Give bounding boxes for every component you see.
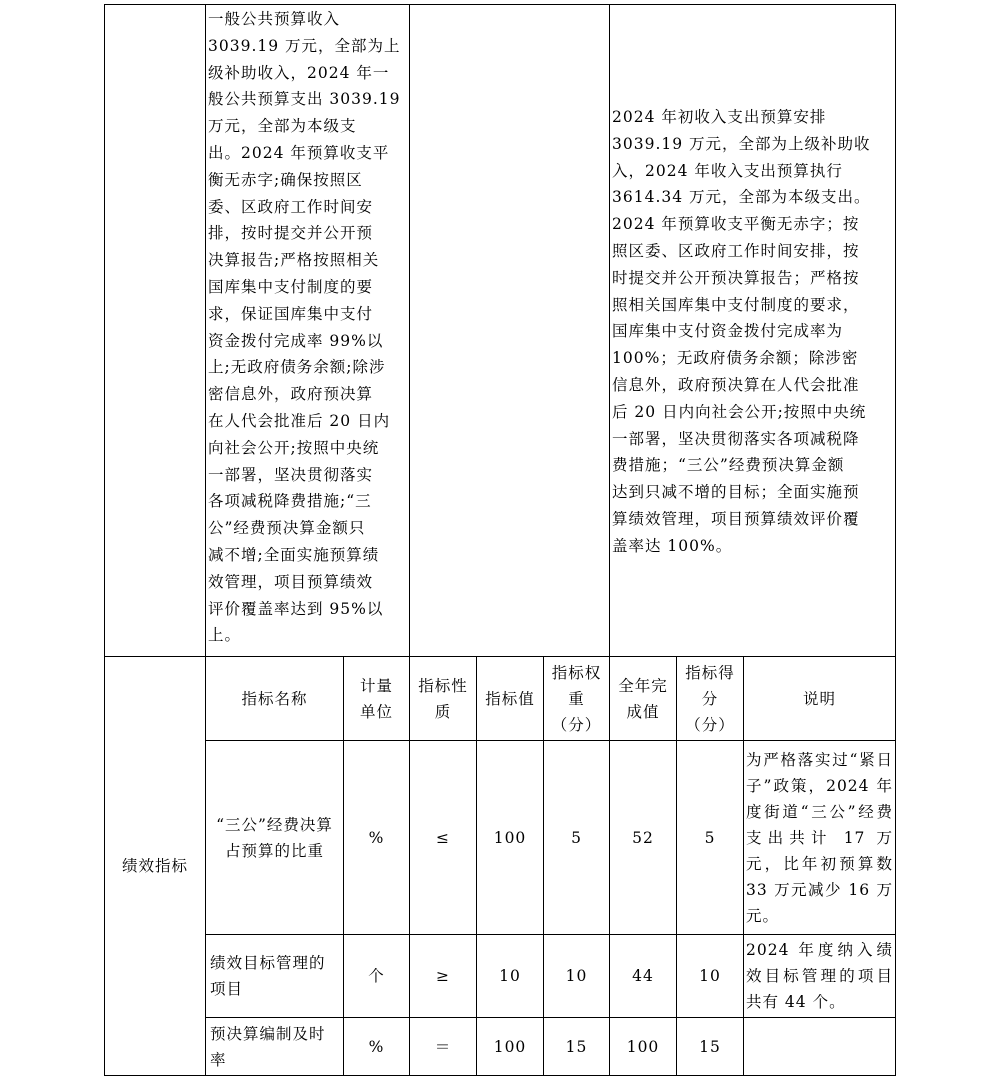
row2-target-value: 10 [476, 934, 544, 1018]
header-weight: 指标权重（分） [543, 656, 610, 741]
row1-nature: ≤ [409, 740, 477, 935]
row2-weight: 10 [543, 934, 610, 1018]
header-indicator-name: 指标名称 [205, 656, 344, 741]
row3-unit: % [343, 1017, 410, 1076]
row3-weight: 15 [543, 1017, 610, 1076]
header-actual-value: 全年完成值 [609, 656, 677, 741]
section-label-performance-indicators: 绩效指标 [104, 656, 206, 1076]
annual-target-text: 一般公共预算收入 3039.19 万元，全部为上 级补助收入，2024 年一 般公共预算支出 3039.19 万元，全部为本级支 出。2024 年预算收支平 衡无赤字;确保按照区 委、区政府工作时间安 排，按时提交并公开预 决算报告;严格按照相关 国库集中支付制度的要 求，保证国库集中支付 资金拨付完成率 99%以 上;无政府债务余额;除涉 密信息外，政府预决算 在人代会批准后 20 日内 向社会公开;按照中央统 一部署，坚决贯彻落实 各项减税降费措施;“三 公”经费预决算金额只 减不增;全面实施预算绩 效管理，项目预算绩效 评价覆盖率达到 95%以 上。 [208, 10, 401, 645]
row1-indicator-name: “三公”经费决算占预算的比重 [205, 740, 344, 935]
row1-target-value: 100 [476, 740, 544, 935]
row2-nature: ≥ [409, 934, 477, 1018]
row2-actual-value: 44 [609, 934, 677, 1018]
row3-note [743, 1017, 896, 1076]
header-nature: 指标性质 [409, 656, 477, 741]
table-border-top-left [104, 4, 206, 657]
row2-unit: 个 [343, 934, 410, 1018]
row3-nature: ＝ [409, 1017, 477, 1076]
row1-weight: 5 [543, 740, 610, 935]
header-target-value: 指标值 [476, 656, 544, 741]
row3-score: 15 [676, 1017, 744, 1076]
header-unit: 计量单位 [343, 656, 410, 741]
row3-actual-value: 100 [609, 1017, 677, 1076]
row1-score: 5 [676, 740, 744, 935]
header-note: 说明 [743, 656, 896, 741]
row1-note: 为严格落实过“紧日子”政策，2024 年度街道“三公”经费支出共计 17 万元，比年初预算数 33 万元减少 16 万元。 [743, 740, 896, 935]
table-border-top-middle [409, 4, 610, 657]
row2-score: 10 [676, 934, 744, 1018]
row2-note: 2024 年度纳入绩效目标管理的项目共有 44 个。 [743, 934, 896, 1018]
row1-unit: % [343, 740, 410, 935]
row1-actual-value: 52 [609, 740, 677, 935]
annual-actual-text: 2024 年初收入支出预算安排 3039.19 万元，全部为上级补助收 入，2024 年收入支出预算执行 3614.34 万元，全部为本级支出。 2024 年预算收支平衡无赤字；按 照区委、区政府工作时间安排，按 时提交并公开预决算报告；严格按 照相关国库集中支付制度的要求， 国库集中支付资金拨付完成率为 100%；无政府债务余额；除涉密 信息外，政府预决算在人代会批准 后 20 日内向社会公开;按照中央统 一部署，坚决贯彻落实各项减税降 费措施；“三公”经费预决算金额 达到只减不增的目标；全面实施预 算绩效管理，项目预算绩效评价覆 盖率达 100%。 [612, 108, 871, 555]
row3-indicator-name: 预决算编制及时率 [205, 1017, 344, 1076]
row3-target-value: 100 [476, 1017, 544, 1076]
header-score: 指标得分（分） [676, 656, 744, 741]
row2-indicator-name: 绩效目标管理的项目 [205, 934, 344, 1018]
